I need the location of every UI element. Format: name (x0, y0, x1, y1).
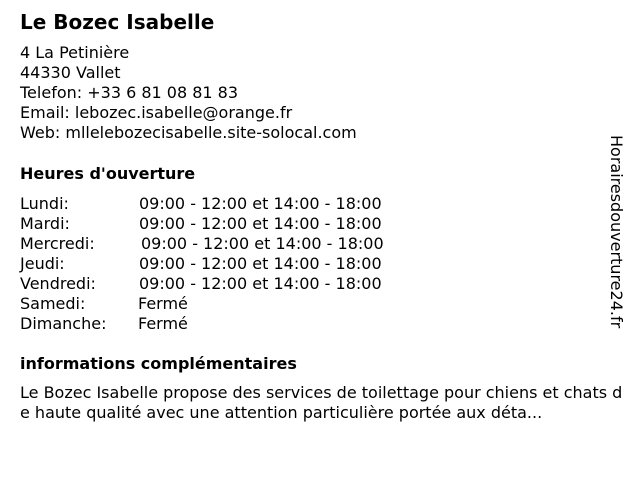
site-watermark: Horairesdouverture24.fr (607, 135, 626, 329)
additional-info-heading: informations complémentaires (20, 354, 297, 373)
business-name: Le Bozec Isabelle (20, 10, 215, 34)
contact-block (20, 43, 357, 143)
time-value: Fermé (138, 314, 188, 333)
phone-line: Telefon: +33 6 81 08 81 83 (20, 83, 239, 102)
day-label: Samedi: (20, 294, 86, 313)
day-label: Mardi: (20, 214, 70, 233)
address-city: 44330 Vallet (20, 63, 121, 82)
day-label: Vendredi: (20, 274, 96, 293)
time-value: 09:00 - 12:00 et 14:00 - 18:00 (139, 254, 382, 273)
time-value: 09:00 - 12:00 et 14:00 - 18:00 (139, 214, 382, 233)
day-label: Dimanche: (20, 314, 107, 333)
day-label: Mercredi: (20, 234, 95, 253)
email-line: Email: lebozec.isabelle@orange.fr (20, 103, 293, 122)
day-label: Lundi: (20, 194, 69, 213)
time-value: 09:00 - 12:00 et 14:00 - 18:00 (139, 194, 382, 213)
web-line: Web: mllelebozecisabelle.site-solocal.com (20, 123, 357, 142)
time-value: 09:00 - 12:00 et 14:00 - 18:00 (139, 274, 382, 293)
description-text: Le Bozec Isabelle propose des services de toilettage pour chiens et chats de haute qualité avec une attention particulière portée aux déta... (20, 383, 623, 422)
time-value: 09:00 - 12:00 et 14:00 - 18:00 (141, 234, 384, 253)
address-street: 4 La Petinière (20, 43, 130, 62)
time-value: Fermé (138, 294, 188, 313)
opening-hours-heading: Heures d'ouverture (20, 164, 196, 183)
day-label: Jeudi: (20, 254, 65, 273)
